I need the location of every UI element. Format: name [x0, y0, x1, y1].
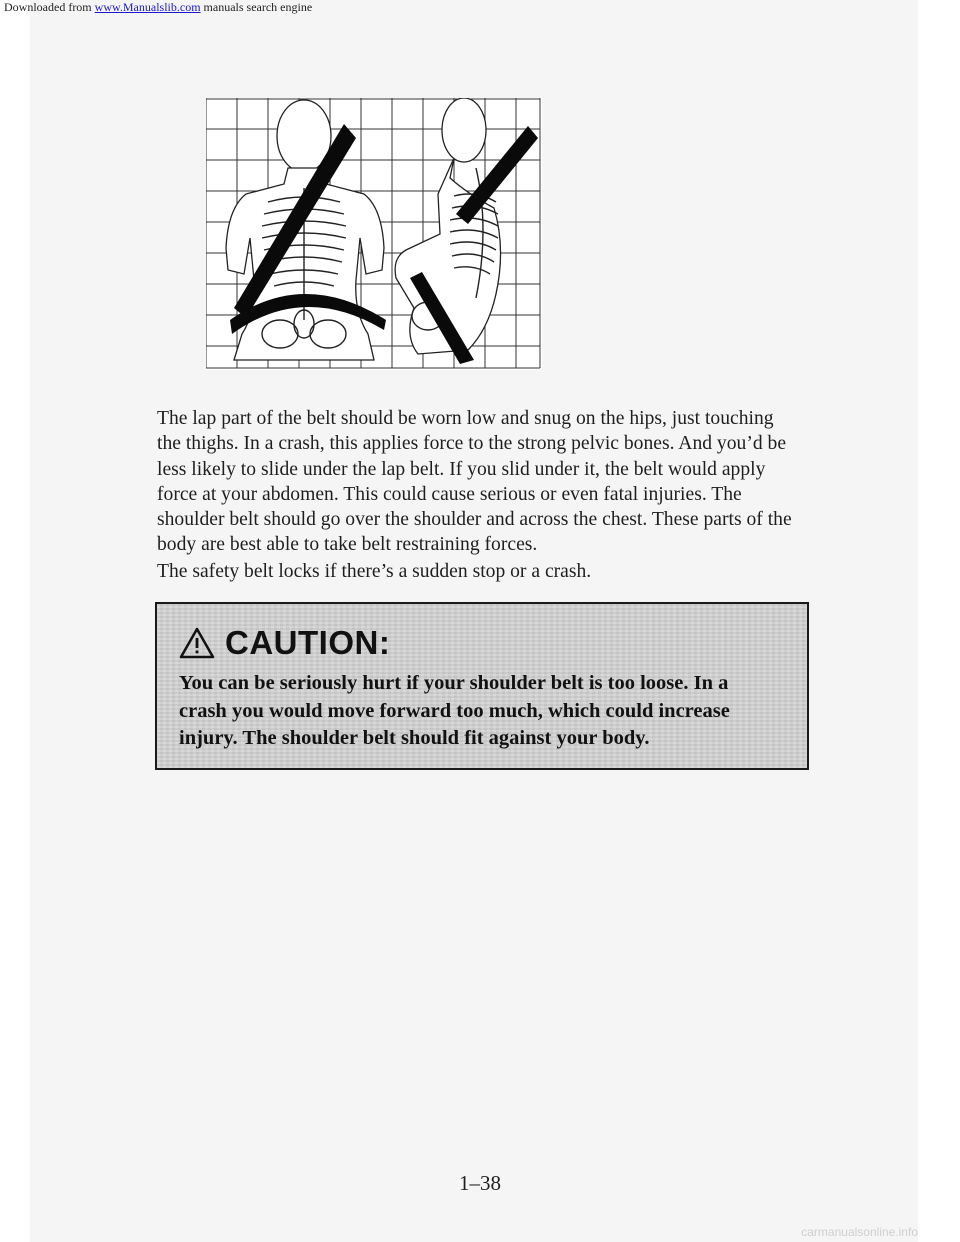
watermark-link[interactable]: carmanualsonline.info [801, 1225, 918, 1239]
caution-header [179, 624, 390, 662]
header-prefix: Downloaded from [4, 0, 92, 14]
header-suffix: manuals search engine [203, 0, 313, 14]
page-number: 1–38 [459, 1171, 501, 1195]
seatbelt-skeleton-illustration [206, 98, 542, 370]
caution-text: You can be seriously hurt if your shoulder belt is too loose. In a crash you would move forward too much, which could increase injury. The shoulder belt should fit against your body. [179, 672, 730, 749]
belt-locks-paragraph: The safety belt locks if there’s a sudden stop or a crash. [157, 561, 592, 582]
caution-box [155, 602, 809, 770]
warning-triangle-icon [179, 627, 215, 659]
download-header [4, 0, 312, 15]
caution-title: CAUTION: [225, 624, 391, 661]
skeleton-grid-graphic [206, 98, 542, 370]
lap-belt-paragraph: The lap part of the belt should be worn low and snug on the hips, just touching the thighs. In a crash, this applies force to the strong pelvic bones. And you’d be less likely to slide under the lap belt. If you slid under it, the belt would apply force at your abdomen. This could cause serious or even fatal injuries. The shoulder belt should go over the shoulder and across the chest. These parts of the body are best able to take belt restraining forces. [157, 408, 792, 556]
manualslib-link[interactable]: www.Manualslib.com [94, 0, 201, 14]
